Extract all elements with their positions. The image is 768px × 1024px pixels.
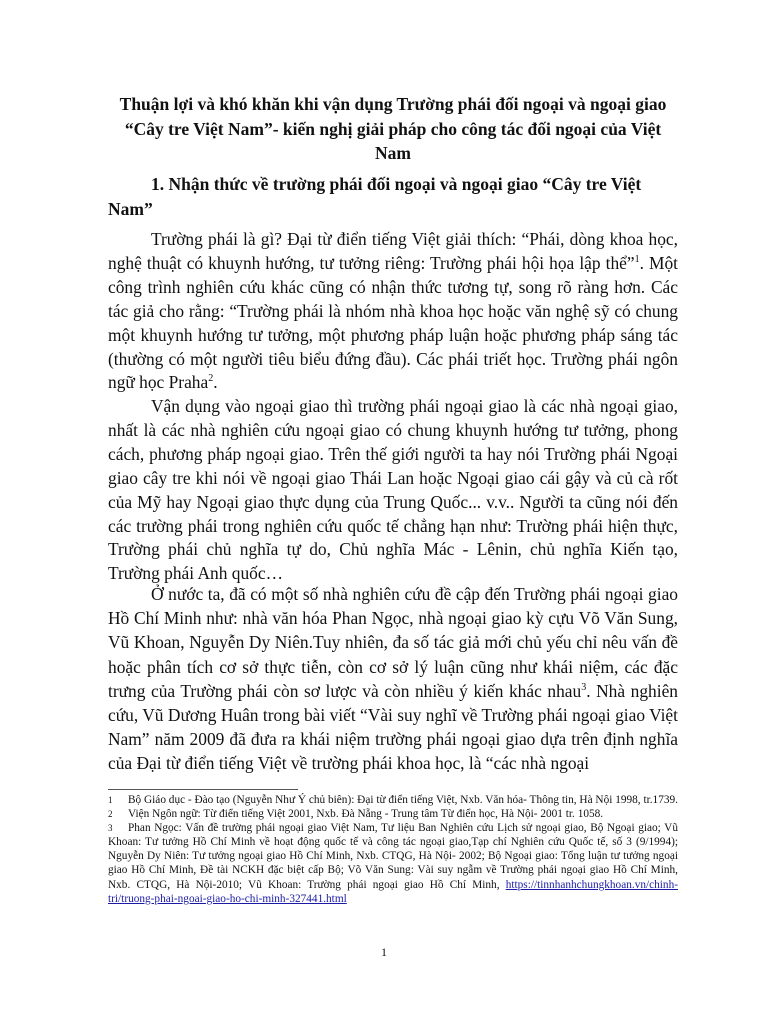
paragraph-3-text: Ở nước ta, đã có một số nhà nghiên cứu đề cập đến Trường phái ngoại giao Hồ Chí Minh như: nhà văn hóa Phan Ngọc, nhà ngoại giao kỳ cựu Võ Văn Sung, Vũ Khoan, Nguyễn Dy Niên.Tuy nhiên, đa số tác giả mới chủ yếu chỉ nêu vấn đề hoặc phân tích cơ sở thực tiễn, còn cơ sở lý luận cũng như khái niệm, các đặc trưng của Trường phái còn sơ lược và còn nhiều ý kiến khác nhau	[108, 584, 678, 701]
footnote-ref-3[interactable]: 3	[581, 682, 587, 694]
paragraph-3	[108, 582, 678, 776]
footnote-mark-3: 3	[108, 823, 113, 834]
footnote-ref-2[interactable]: 2	[208, 373, 214, 385]
document-title: Thuận lợi và khó khăn khi vận dụng Trường phái đối ngoại và ngoại giao “Cây tre Việt Nam”- kiến nghị giải pháp cho công tác đối ngoại của Việt Nam	[119, 94, 667, 163]
footnote-mark-1: 1	[108, 795, 113, 805]
paragraph-1-text-2: . Một công trình nghiên cứu khác cũng có nhận thức tương tự, song rõ ràng hơn. Các tác giả cho rằng: “Trường phái là nhóm nhà khoa học hoặc văn nghệ sỹ có chung một khuynh hướng tư tưởng, một phương pháp luận hoặc phương pháp sáng tác (thường có một người tiêu biểu đứng đầu). Các phái triết học. Trường phái ngôn ngữ học Praha	[108, 252, 679, 393]
paragraph-3-text-2: . Nhà nghiên cứu, Vũ Dương Huân trong bài viết “Vài suy nghĩ về Trường phái ngoại giao Việt Nam” năm 2009 đã đưa ra khái niệm trường phái ngoại giao dựa trên định nghĩa của Đại từ điển tiếng Việt về trường phái khoa học, là “các nhà ngoại	[108, 680, 678, 774]
section-heading: 1. Nhận thức về trường phái đối ngoại và ngoại giao “Cây tre Việt Nam”	[108, 174, 642, 219]
footnote-3	[108, 821, 678, 906]
paragraph-1-text: Trường phái là gì? Đại từ điển tiếng Việt giải thích: “Phái, dòng khoa học, nghệ thuật có khuynh hướng, tư tưởng riêng: Trường phái hội họa lập thể”	[108, 229, 678, 273]
footnote-1	[108, 793, 678, 807]
footnotes	[108, 793, 678, 906]
footnote-ref-1[interactable]: 1	[634, 254, 640, 266]
footnote-mark-2: 2	[108, 809, 113, 820]
footnote-separator	[108, 789, 298, 790]
paragraph-1-text-3: .	[213, 372, 218, 393]
page-number: 1	[381, 945, 387, 959]
paragraph-2: Vận dụng vào ngoại giao thì trường phái ngoại giao là các nhà ngoại giao, nhất là các nhà nghiên cứu ngoại giao có chung khuynh hướng tư tưởng, phong cách, phương pháp ngoại giao. Trên thế giới người ta hay nói Trường phái Ngoại giao cây tre khi nói về ngoại giao Thái Lan hoặc Ngoại giao cái gậy và củ cà rốt của Mỹ hay Ngoại giao thực dụng của Trung Quốc... v.v.. Người ta cũng nói đến các trường phái trong nghiên cứu quốc tế chẳng hạn như: Trường phái hiện thực, Trường phái chủ nghĩa tự do, Chủ nghĩa Mác - Lênin, chủ nghĩa Kiến tạo, Trường phái Anh quốc…	[108, 396, 678, 584]
paragraph-1	[108, 228, 678, 395]
footnote-3-link[interactable]: https://tinnhanhchungkhoan.vn/chinh-tri/truong-phai-ngoai-giao-ho-chi-minh-327441.html	[108, 878, 678, 905]
footnote-text-2: Viện Ngôn ngữ: Từ điển tiếng Việt 2001, Nxb. Đà Nẵng - Trung tâm Từ điển học, Hà Nội- 2001 tr. 1058.	[128, 808, 604, 821]
footnote-2	[108, 807, 678, 821]
footnote-text-3: Phan Ngọc: Vấn đề trường phái ngoại giao Việt Nam, Tư liệu Ban Nghiên cứu Lịch sử ngoại giao, Bộ Ngoại giao; Vũ Khoan: Tư tưởng Hồ Chí Minh về hoạt động quốc tế và công tác ngoại giao,Tạp chí Nghiên cứu Quốc tế, số 3 (9/1994); Nguyễn Dy Niên: Tư tưởng ngoại giao Hồ Chí Minh, Nxb. CTQG, Hà Nội- 2002; Bộ Ngoại giao: Tổng luận tư tưởng ngoại giao Hồ Chí Minh, Đề tài NCKH đặc biệt cấp Bộ; Võ Văn Sung: Vài suy ngẫm về Trường phái ngoại giao Hồ Chí Minh, Nxb. CTQG, Hà Nội-2010; Vũ Khoan: Trường phái ngoại giao Hồ Chí Minh,	[108, 822, 678, 891]
footnote-text-1: Bộ Giáo dục - Đào tạo (Nguyễn Như Ý chủ biên): Đại từ điển tiếng Việt, Nxb. Văn hóa- Thông tin, Hà Nội 1998, tr.1739.	[128, 794, 678, 806]
